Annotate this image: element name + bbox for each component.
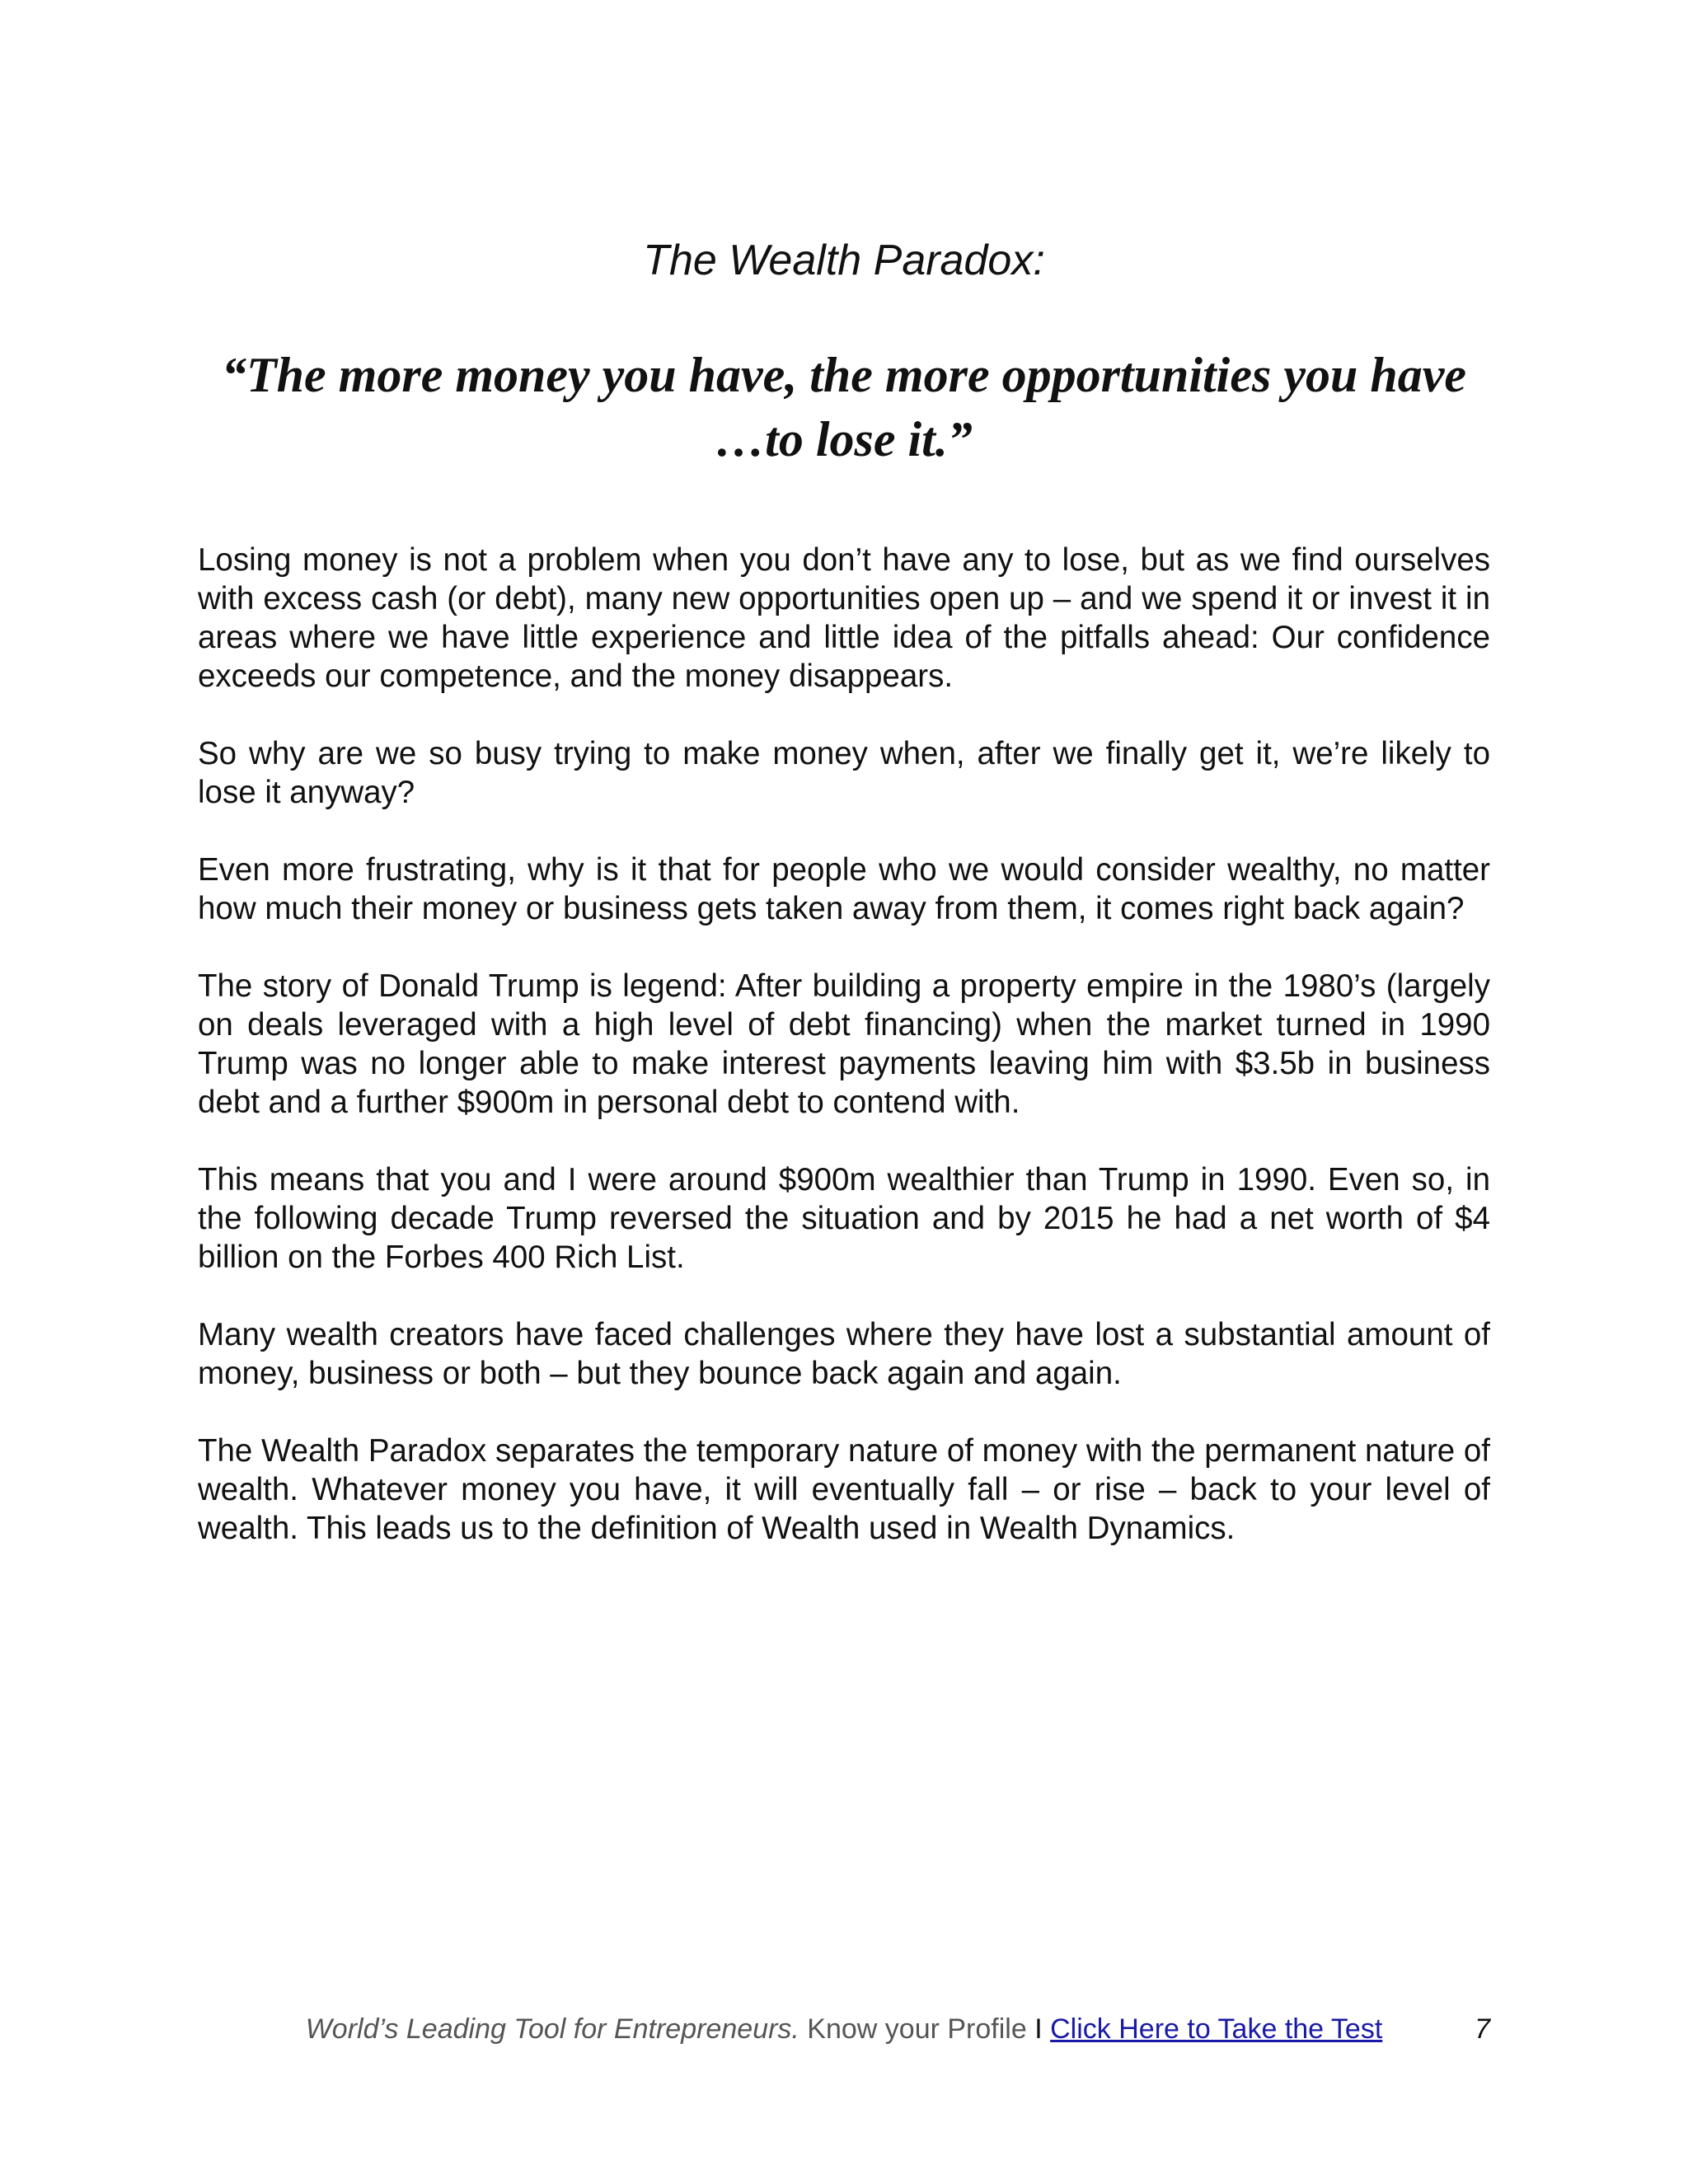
pull-quote-line-1: “The more money you have, the more opportunities you have [222,348,1466,402]
paragraph-2: So why are we so busy trying to make money when, after we finally get it, we’re likely to lose it anyway? [198,736,1490,810]
footer-tagline: World’s Leading Tool for Entrepreneurs. [305,2013,799,2045]
page-footer [198,2011,1490,2047]
paragraph-5: This means that you and I were around $900m wealthier than Trump in 1990. Even so, in the following decade Trump reversed the situation and by 2015 he had a net worth of $4 billion on the Forbes 400 Rich List. [198,1162,1490,1275]
paragraph-7: The Wealth Paradox separates the temporary nature of money with the permanent nature of wealth. Whatever money you have, it will eventually fall – or rise – back to your level of wealth. This leads us to the definition of Wealth used in Wealth Dynamics. [198,1433,1490,1546]
paragraph-1: Losing money is not a problem when you don’t have any to lose, but as we find ourselves with excess cash (or debt), many new opportunities open up – and we spend it or invest it in areas where we have little experience and little idea of the pitfalls ahead: Our confidence exceeds our competence, and the money disappears. [198,542,1490,694]
pull-quote-line-2: …to lose it.” [715,412,973,466]
take-test-link[interactable]: Click Here to Take the Test [1050,2013,1383,2045]
footer-profile-text: Know your Profile [807,2013,1027,2045]
footer-separator: I [1034,2013,1043,2045]
pull-quote [165,343,1523,471]
page-number: 7 [1475,2013,1490,2045]
paragraph-3: Even more frustrating, why is it that for people who we would consider wealthy, no matter how much their money or business gets taken away from them, it comes right back again? [198,852,1490,926]
body-text [198,541,1490,1586]
paragraph-6: Many wealth creators have faced challenges where they have lost a substantial amount of money, business or both – but they bounce back again and again. [198,1317,1490,1391]
page-heading: The Wealth Paradox: [643,237,1045,284]
paragraph-4: The story of Donald Trump is legend: After building a property empire in the 1980’s (largely on deals leveraged with a high level of debt financing) when the market turned in 1990 Trump was no longer able to make interest payments leaving him with $3.5b in business debt and a further $900m in personal debt to contend with. [198,968,1490,1120]
